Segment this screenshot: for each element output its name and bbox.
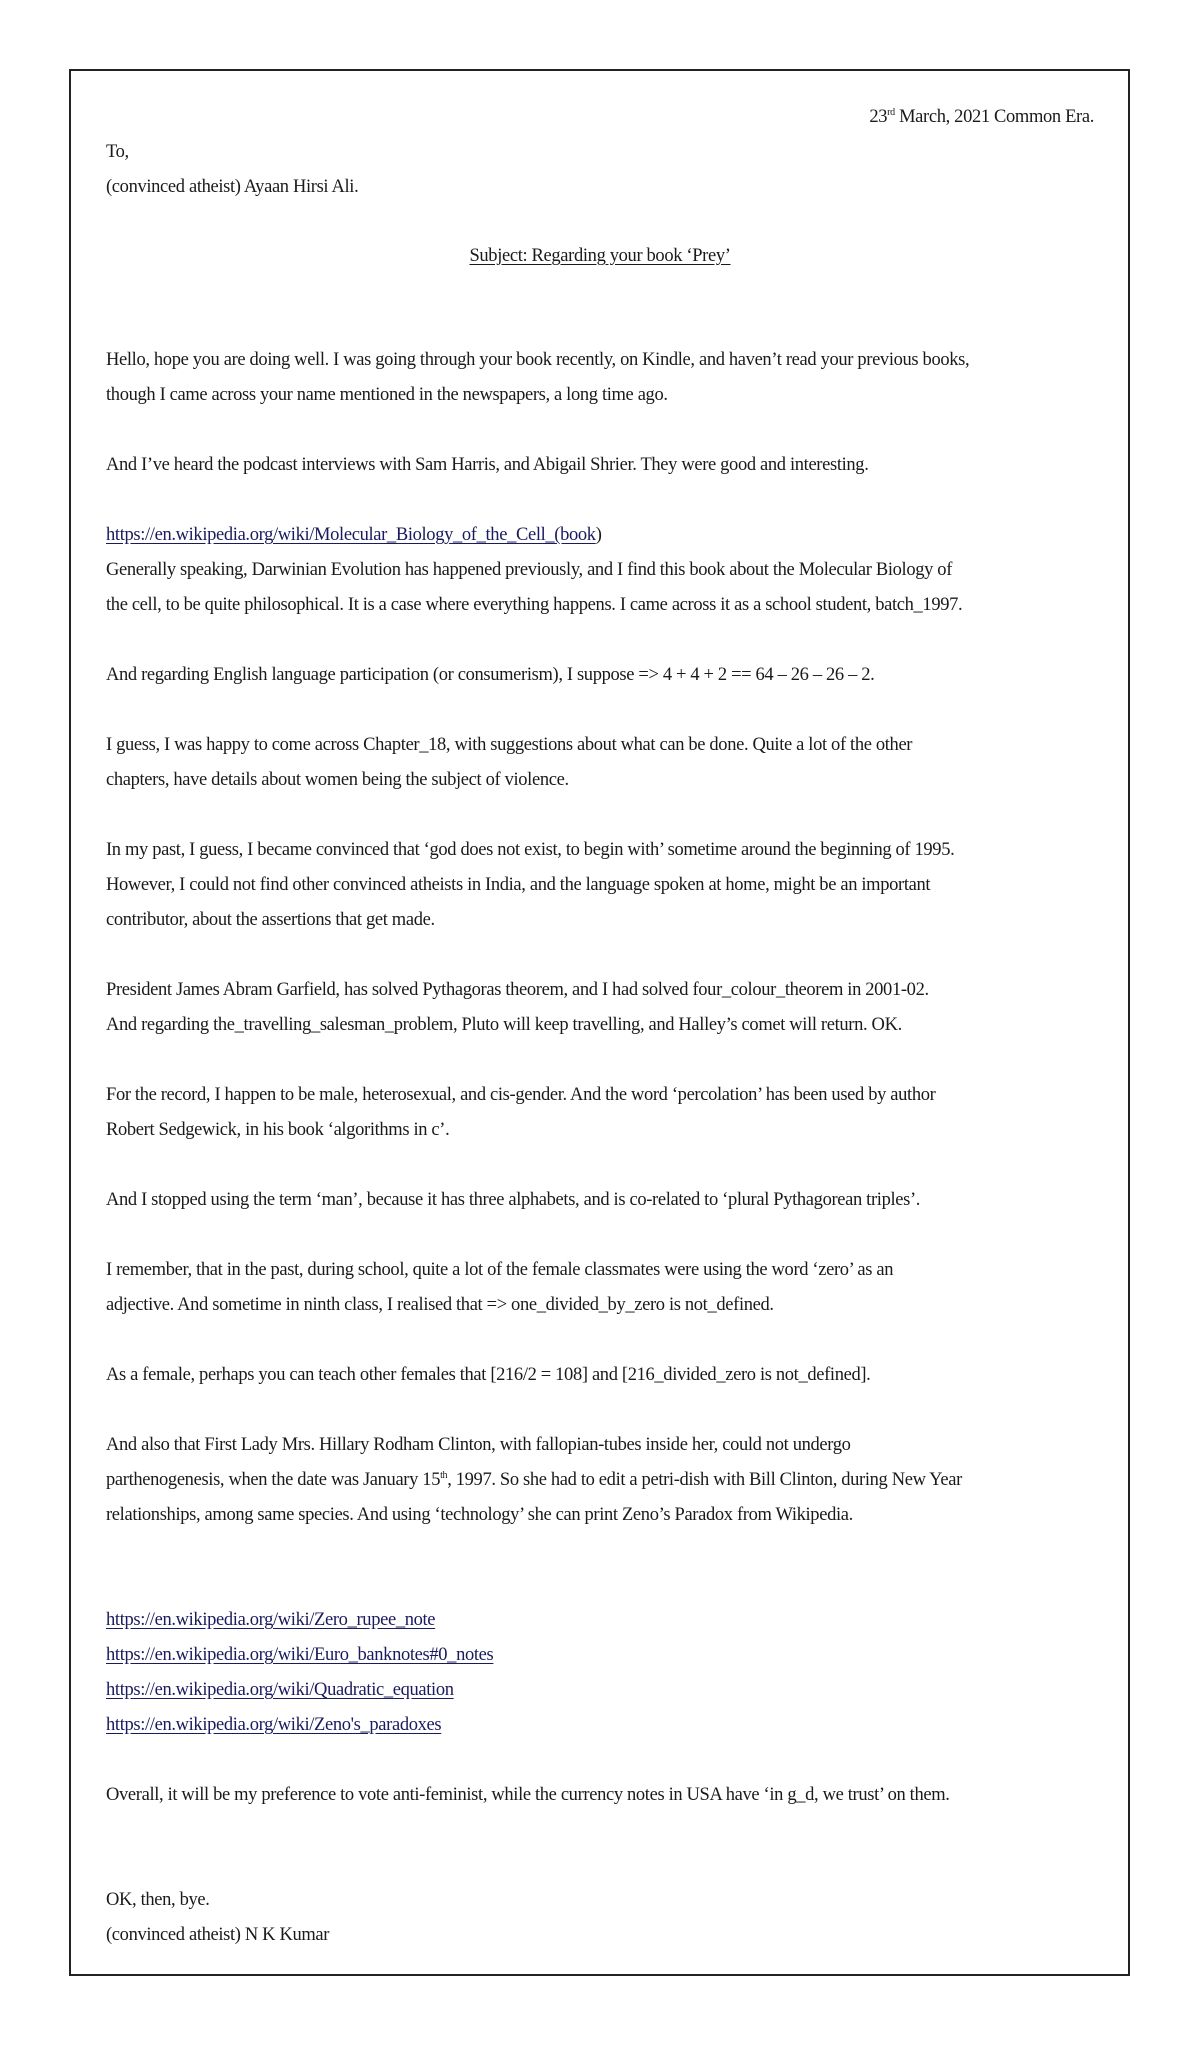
link-line (106, 1646, 1094, 1665)
link-line (106, 1611, 1094, 1630)
to-label: To, (106, 142, 129, 162)
paragraph-line: In my past, I guess, I became convinced that ‘god does not exist, to begin with’ sometime around the beginning of 1995. (106, 840, 955, 860)
book-link[interactable]: https://en.wikipedia.org/wiki/Molecular_Biology_of_the_Cell_(book (106, 525, 596, 545)
date-suffix: rd (887, 107, 895, 118)
link-line (106, 1681, 1094, 1700)
closing: OK, then, bye. (106, 1890, 210, 1910)
paragraph-line: I guess, I was happy to come across Chapter_18, with suggestions about what can be done. Quite a lot of the other (106, 735, 913, 755)
text-span: , 1997. So she had to edit a petri-dish with Bill Clinton, during New Year (447, 1470, 962, 1490)
link-quadratic-equation[interactable]: https://en.wikipedia.org/wiki/Quadratic_equation (106, 1680, 454, 1700)
paragraph-line: As a female, perhaps you can teach other females that [216/2 = 108] and [216_divided_zero is not_defined]. (106, 1365, 871, 1385)
paragraph-line: President James Abram Garfield, has solved Pythagoras theorem, and I had solved four_colour_theorem in 2001-02. (106, 980, 929, 1000)
signature: (convinced atheist) N K Kumar (106, 1925, 330, 1945)
subject-line (106, 247, 1094, 266)
link-zero-rupee-note[interactable]: https://en.wikipedia.org/wiki/Zero_rupee_note (106, 1610, 436, 1630)
paragraph-line: though I came across your name mentioned in the newspapers, a long time ago. (106, 385, 668, 405)
paragraph-line: relationships, among same species. And using ‘technology’ she can print Zeno’s Paradox from Wikipedia. (106, 1505, 853, 1525)
paragraph-line (106, 1471, 1094, 1490)
paragraph-line: And regarding the_travelling_salesman_problem, Pluto will keep travelling, and Halley’s comet will return. OK. (106, 1015, 902, 1035)
link-zenos-paradoxes[interactable]: https://en.wikipedia.org/wiki/Zeno's_paradoxes (106, 1715, 442, 1735)
paragraph-line: the cell, to be quite philosophical. It is a case where everything happens. I came across it as a school student, batch_1997. (106, 595, 963, 615)
paragraph-line: Robert Sedgewick, in his book ‘algorithms in c’. (106, 1120, 450, 1140)
paragraph-line: Overall, it will be my preference to vote anti-feminist, while the currency notes in USA have ‘in g_d, we trust’ on them. (106, 1785, 950, 1805)
date-day: 23 (869, 107, 888, 127)
date-rest: March, 2021 Common Era. (894, 107, 1094, 127)
book-link-line (106, 526, 1094, 545)
paragraph-line: chapters, have details about women being the subject of violence. (106, 770, 569, 790)
link-line (106, 1716, 1094, 1735)
paragraph-line: And I stopped using the term ‘man’, because it has three alphabets, and is co-related to ‘plural Pythagorean triples’. (106, 1190, 921, 1210)
paragraph-line: Hello, hope you are doing well. I was going through your book recently, on Kindle, and haven’t read your previous books, (106, 350, 970, 370)
paragraph-line: contributor, about the assertions that get made. (106, 910, 435, 930)
paragraph-line: And regarding English language participation (or consumerism), I suppose => 4 + 4 + 2 == 64 – 26 – 26 – 2. (106, 665, 875, 685)
paragraph-line: However, I could not find other convinced atheists in India, and the language spoken at home, might be an important (106, 875, 931, 895)
paragraph-line: I remember, that in the past, during school, quite a lot of the female classmates were using the word ‘zero’ as an (106, 1260, 894, 1280)
paragraph-line: And I’ve heard the podcast interviews with Sam Harris, and Abigail Shrier. They were good and interesting. (106, 455, 869, 475)
paragraph-line: And also that First Lady Mrs. Hillary Rodham Clinton, with fallopian-tubes inside her, could not undergo (106, 1435, 851, 1455)
letter-date (106, 108, 1094, 127)
paragraph-line: Generally speaking, Darwinian Evolution has happened previously, and I find this book about the Molecular Biology of (106, 560, 953, 580)
subject: Subject: Regarding your book ‘Prey’ (469, 246, 731, 266)
text-span: parthenogenesis, when the date was January 15 (106, 1470, 441, 1490)
book-link-tail: ) (595, 525, 602, 545)
link-euro-banknotes[interactable]: https://en.wikipedia.org/wiki/Euro_banknotes#0_notes (106, 1645, 494, 1665)
ordinal-suffix: th (440, 1470, 448, 1481)
recipient: (convinced atheist) Ayaan Hirsi Ali. (106, 177, 359, 197)
paragraph-line: adjective. And sometime in ninth class, I realised that => one_divided_by_zero is not_defined. (106, 1295, 774, 1315)
paragraph-line: For the record, I happen to be male, heterosexual, and cis-gender. And the word ‘percolation’ has been used by author (106, 1085, 936, 1105)
letter-page (69, 69, 1130, 1976)
